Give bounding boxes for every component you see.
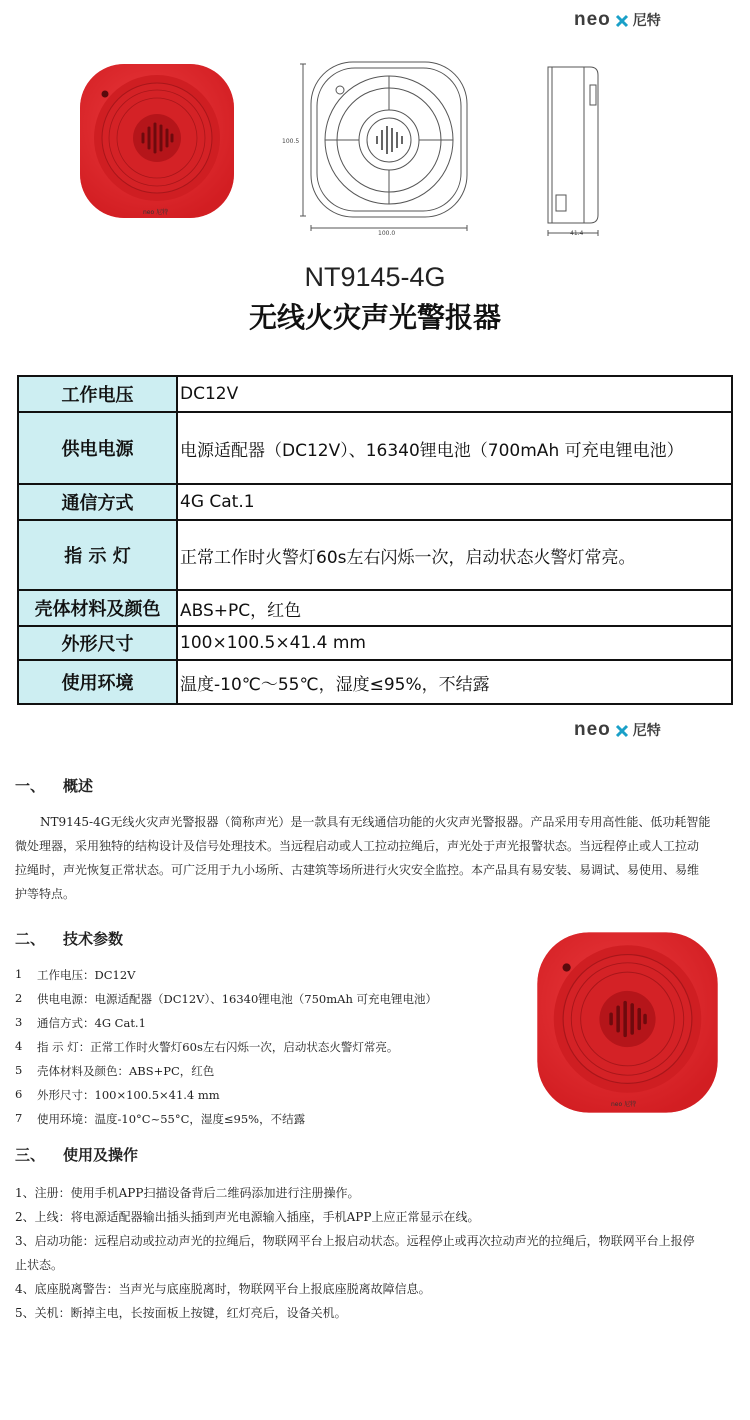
section-title: 概述 [63, 777, 94, 795]
spec-row [18, 626, 732, 660]
spec-value: 100×100.5×41.4 mm [177, 626, 732, 660]
section-title: 使用及操作 [63, 1146, 139, 1164]
usage-line: 止状态。 [15, 1258, 64, 1272]
list-item: 1 工作电压：DC12V [15, 967, 136, 982]
spec-row [18, 590, 732, 626]
paragraph-line: 护等特点。 [15, 887, 76, 901]
spec-value: ABS+PC，红色 [177, 590, 732, 626]
list-item: 7 使用环境：温度-10°C~55°C，湿度≤95%，不结露 [15, 1111, 306, 1126]
side-view-drawing [538, 55, 608, 245]
spec-list [15, 967, 437, 1135]
brand-wordmark: neo [574, 719, 611, 740]
paragraph-line: 拉绳时，声光恢复正常状态。可广泛用于九小场所、古建筑等场所进行火灾安全监控。本产品具有易安装、易调试、易使用、易维 [15, 863, 700, 877]
usage-line: 5、关机：断掉主电，长按面板上按键，红灯亮后，设备关机。 [15, 1306, 347, 1320]
device-label: neo 尼特 [143, 209, 169, 216]
device-label-2: neo 尼特 [611, 1101, 637, 1108]
model-title: NT9145-4G [304, 262, 446, 292]
spec-value: 正常工作时火警灯60s左右闪烁一次，启动状态火警灯常亮。 [177, 520, 732, 590]
dimension-height: 100.5 [282, 138, 300, 145]
spec-value: 温度-10℃～55℃，湿度≤95%，不结露 [177, 660, 732, 704]
list-item: 3 通信方式：4G Cat.1 [15, 1015, 146, 1030]
spec-row [18, 484, 732, 520]
brand-mark-icon [615, 13, 629, 27]
section-number: 一、 [15, 777, 46, 795]
brand-cn: 尼特 [632, 13, 661, 29]
brand-mark-icon [615, 723, 629, 737]
list-item: 4 指 示 灯：正常工作时火警灯60s左右闪烁一次，启动状态火警灯常亮。 [15, 1039, 399, 1054]
section-number: 三、 [15, 1146, 46, 1164]
product-name: 无线火灾声光警报器 [248, 301, 501, 334]
spec-key: 指 示 灯 [18, 520, 177, 590]
spec-key: 工作电压 [18, 376, 177, 412]
list-item: 5 壳体材料及颜色：ABS+PC，红色 [15, 1063, 215, 1078]
usage-line: 2、上线：将电源适配器输出插头插到声光电源输入插座，手机APP上应正常显示在线。 [15, 1210, 480, 1224]
spec-table [17, 375, 733, 705]
spec-value: 4G Cat.1 [177, 484, 732, 520]
usage-list [15, 1181, 735, 1325]
brand-logo [574, 9, 661, 31]
dimension-width: 100.0 [378, 230, 396, 237]
brand-cn: 尼特 [632, 723, 661, 739]
section-heading-specs [15, 928, 141, 949]
spec-key: 壳体材料及颜色 [18, 590, 177, 626]
spec-value: DC12V [177, 376, 732, 412]
paragraph-line: NT9145-4G无线火灾声光警报器（简称声光）是一款具有无线通信功能的火灾声光警报器。产品采用专用高性能、低功耗智能 [40, 815, 711, 829]
usage-line: 1、注册：使用手机APP扫描设备背后二维码添加进行注册操作。 [15, 1186, 360, 1200]
spec-value: 电源适配器（DC12V）、16340锂电池（700mAh 可充电锂电池） [177, 412, 732, 484]
spec-key: 通信方式 [18, 484, 177, 520]
section-title: 技术参数 [63, 930, 124, 948]
usage-line: 4、底座脱离警告：当声光与底座脱离时，物联网平台上报底座脱离故障信息。 [15, 1282, 431, 1296]
section-heading-overview [15, 775, 111, 796]
brand-logo-2 [574, 719, 661, 741]
list-item: 6 外形尺寸：100×100.5×41.4 mm [15, 1087, 220, 1102]
front-view-drawing [283, 50, 483, 245]
brand-wordmark: neo [574, 9, 611, 30]
spec-key: 使用环境 [18, 660, 177, 704]
product-photo-2 [535, 930, 720, 1115]
section-heading-usage [15, 1144, 156, 1165]
spec-key: 外形尺寸 [18, 626, 177, 660]
paragraph-line: 微处理器，采用独特的结构设计及信号处理技术。当远程启动或人工拉动拉绳后，声光处于声光报警状态。当远程停止或人工拉动 [15, 839, 700, 853]
spec-row [18, 660, 732, 704]
spec-key: 供电电源 [18, 412, 177, 484]
usage-line: 3、启动功能：远程启动或拉动声光的拉绳后，物联网平台上报启动状态。远程停止或再次拉动声光的拉绳后，物联网平台上报停 [15, 1234, 695, 1248]
list-item: 2 供电电源：电源适配器（DC12V）、16340锂电池（750mAh 可充电锂电池） [15, 991, 438, 1006]
section-number: 二、 [15, 930, 46, 948]
dimension-depth: 41.4 [570, 230, 584, 237]
spec-row [18, 376, 732, 412]
product-photo [78, 62, 236, 220]
spec-row [18, 412, 732, 484]
overview-paragraph [15, 810, 735, 906]
spec-row [18, 520, 732, 590]
